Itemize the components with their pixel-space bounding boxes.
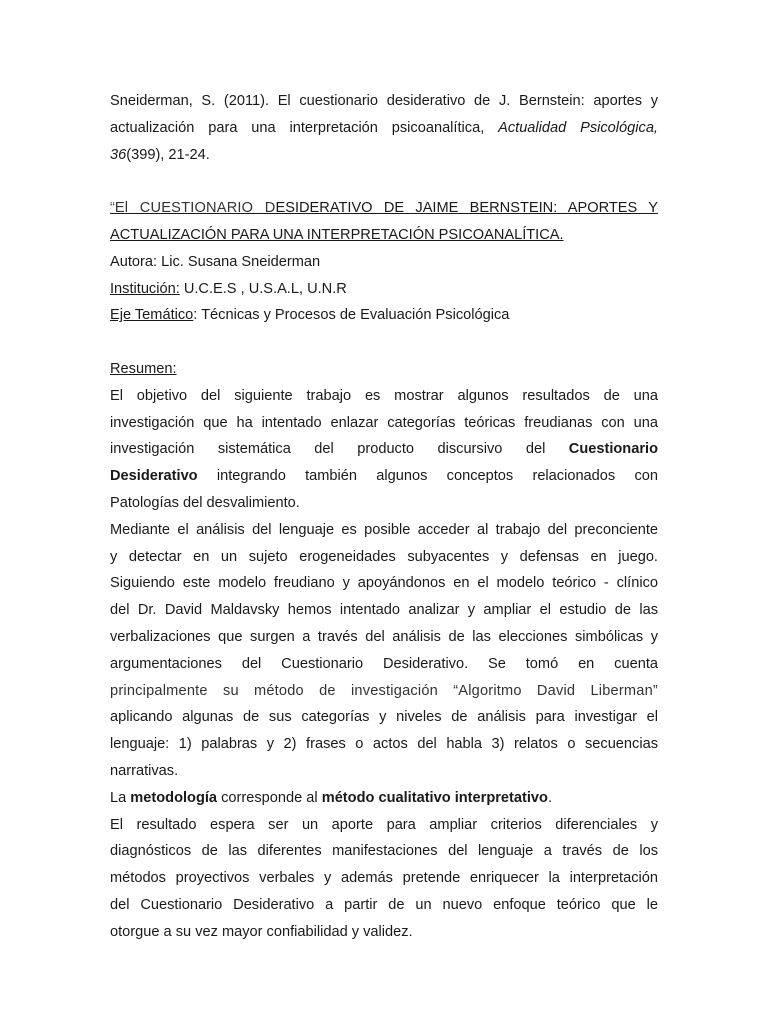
citation-pages: (399), 21-24.	[126, 146, 210, 163]
paragraph-line: del Cuestionario Desiderativo a partir de un nuevo enfoque teórico que le	[110, 896, 658, 913]
paragraph-line: Mediante el análisis del lenguaje es posible acceder al trabajo del preconciente	[110, 521, 658, 538]
title-rest: ESIDERATIVO DE JAIME BERNSTEIN: APORTES Y	[275, 200, 658, 217]
title-light-part: El CUESTIONARIO D	[114, 200, 276, 217]
author-line: Autora: Lic. Susana Sneiderman	[110, 253, 321, 270]
paragraph-text: corresponde al	[217, 789, 322, 806]
institution-label: Institución:	[110, 280, 180, 297]
paragraph-line: Siguiendo este modelo freudiano y apoyándonos en el modelo teórico - clínico	[110, 575, 658, 592]
paragraph-line: y detectar en un sujeto erogeneidades subyacentes y defensas en juego.	[110, 548, 658, 565]
axis-line	[110, 302, 658, 329]
summary-heading-text: Resumen:	[110, 360, 177, 377]
paragraph-line: investigación que ha intentado enlazar categorías teóricas freudianas con una	[110, 414, 658, 431]
journal-volume: 36	[110, 146, 127, 163]
citation	[110, 88, 658, 168]
citation-line	[110, 115, 658, 142]
paragraph-line: argumentaciones del Cuestionario Desiderativo. Se tomó en cuenta	[110, 655, 658, 672]
title-line-2: ACTUALIZACIÓN PARA UNA INTERPRETACIÓN PSICOANALÍTICA.	[110, 226, 564, 243]
axis-label: Eje Temático	[110, 307, 194, 324]
paragraph-line: lenguaje: 1) palabras y 2) frases o actos del habla 3) relatos o secuencias	[110, 736, 658, 753]
paragraph-line: del Dr. David Maldavsky hemos intentado analizar y ampliar el estudio de las	[110, 602, 658, 619]
paragraph-line: El objetivo del siguiente trabajo es mostrar algunos resultados de una	[110, 387, 658, 404]
paragraph-line: otorgue a su vez mayor confiabilidad y validez.	[110, 923, 413, 940]
institution-line	[110, 276, 658, 303]
citation-text: actualización para una interpretación psicoanalítica,	[110, 119, 485, 136]
title-quote: “	[110, 200, 115, 217]
methodology-line	[110, 785, 658, 812]
summary-paragraph-1	[110, 383, 658, 517]
journal-name: Actualidad Psicológica,	[498, 119, 658, 136]
paragraph-line: métodos proyectivos verbales y además pretende enriquecer la interpretación	[110, 870, 658, 887]
paragraph-text: La	[110, 789, 131, 806]
axis-value: : Técnicas y Procesos de Evaluación Psicológica	[193, 307, 510, 324]
paragraph-line: narrativas.	[110, 762, 179, 779]
paragraph-line: El resultado espera ser un aporte para ampliar criterios diferenciales y	[110, 816, 658, 833]
paragraph-line	[110, 463, 658, 490]
paragraph-line: Patologías del desvalimiento.	[110, 494, 300, 511]
citation-line	[110, 142, 658, 169]
summary-paragraph-2	[110, 517, 658, 785]
paragraph-line	[110, 436, 658, 463]
paragraph-line: diagnósticos de las diferentes manifestaciones del lenguaje a través de los	[110, 843, 658, 860]
document-page	[110, 88, 658, 946]
paragraph-line: principalmente su método de investigación “Algoritmo David Liberman”	[110, 682, 658, 699]
paragraph-text: .	[547, 789, 553, 806]
bold-term: método cualitativo interpretativo	[321, 789, 548, 806]
bold-term: Desiderativo	[110, 468, 198, 485]
citation-line: Sneiderman, S. (2011). El cuestionario desiderativo de J. Bernstein: aportes y	[110, 93, 658, 109]
paragraph-text: investigación sistemática del producto discursivo del	[110, 441, 546, 458]
institution-value: U.C.E.S , U.S.A.L, U.N.R	[179, 280, 347, 297]
document-title	[110, 195, 658, 249]
summary-heading	[110, 356, 658, 383]
paragraph-text: integrando también algunos conceptos relacionados con	[216, 468, 658, 485]
bold-term: Cuestionario	[568, 441, 658, 458]
bold-term: metodología	[130, 789, 218, 806]
summary-paragraph-4	[110, 812, 658, 946]
title-line	[110, 222, 658, 249]
title-line	[110, 195, 658, 222]
paragraph-line: verbalizaciones que surgen a través del análisis de las elecciones simbólicas y	[110, 628, 658, 645]
paragraph-line: aplicando algunas de sus categorías y niveles de análisis para investigar el	[110, 709, 658, 726]
